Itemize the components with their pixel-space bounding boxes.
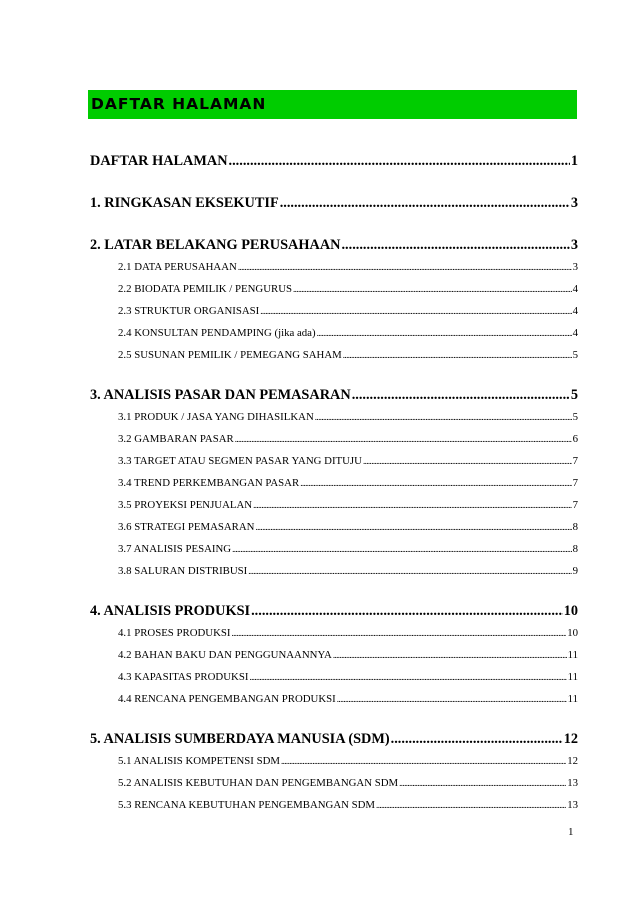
dot-leader [235,428,572,450]
toc-subentry[interactable] [90,428,578,450]
toc-entry[interactable] [90,192,578,214]
dot-leader [399,772,566,794]
dot-leader [280,192,570,214]
toc-subentry[interactable] [90,622,578,644]
dot-leader [300,472,571,494]
toc-subentry[interactable] [90,278,578,300]
dot-leader [260,300,571,322]
toc-entry-page: 1 [570,153,578,169]
toc-entry-title: 4. ANALISIS PRODUKSI [90,603,251,619]
toc-subentry-title: 4.2 BAHAN BAKU DAN PENGGUNAANNYA [118,649,332,661]
dot-leader [317,322,572,344]
toc-subentry[interactable] [90,644,578,666]
dot-leader [232,538,572,560]
dot-leader [248,560,571,582]
toc-subentry-title: 3.8 SALURAN DISTRIBUSI [118,565,248,577]
table-of-contents [90,150,578,816]
page-number: 1 [568,826,574,838]
toc-entry-title: 3. ANALISIS PASAR DAN PEMASARAN [90,387,351,403]
dot-leader [251,600,563,622]
toc-subentry-page: 11 [567,693,578,705]
toc-subentry-page: 4 [572,283,578,295]
toc-subentry-title: 4.1 PROSES PRODUKSI [118,627,231,639]
toc-subentry-page: 12 [567,755,578,767]
toc-subentry-title: 3.6 STRATEGI PEMASARAN [118,521,255,533]
dot-leader [229,150,570,172]
toc-subentry-title: 2.1 DATA PERUSAHAAN [118,261,237,273]
toc-subentry-page: 5 [572,411,578,423]
toc-subentry-page: 9 [572,565,578,577]
toc-subentry-title: 5.1 ANALISIS KOMPETENSI SDM [118,755,280,767]
toc-entry[interactable] [90,384,578,406]
toc-entry-page: 5 [570,387,578,403]
toc-subentry-title: 2.2 BIODATA PEMILIK / PENGURUS [118,283,292,295]
toc-subentry[interactable] [90,406,578,428]
toc-entry[interactable] [90,234,578,256]
dot-leader [391,728,563,750]
toc-subentry-page: 8 [572,521,578,533]
toc-entry-title: 1. RINGKASAN EKSEKUTIF [90,195,279,211]
dot-leader [333,644,567,666]
toc-subentry[interactable] [90,300,578,322]
toc-subentry-page: 11 [567,649,578,661]
toc-subentry-page: 4 [572,305,578,317]
toc-subentry-title: 3.3 TARGET ATAU SEGMEN PASAR YANG DITUJU [118,455,362,467]
toc-subentry[interactable] [90,450,578,472]
dot-leader [337,688,567,710]
toc-subentry-page: 6 [572,433,578,445]
toc-subentry-title: 3.1 PRODUK / JASA YANG DIHASILKAN [118,411,314,423]
dot-leader [281,750,566,772]
toc-subentry-title: 2.5 SUSUNAN PEMILIK / PEMEGANG SAHAM [118,349,342,361]
toc-subentry-page: 5 [572,349,578,361]
toc-subentry[interactable] [90,538,578,560]
toc-subentry-title: 3.2 GAMBARAN PASAR [118,433,234,445]
toc-entry-page: 12 [563,731,578,747]
toc-subentry[interactable] [90,794,578,816]
toc-entry-title: 5. ANALISIS SUMBERDAYA MANUSIA (SDM) [90,731,390,747]
dot-leader [249,666,566,688]
toc-entry[interactable] [90,600,578,622]
toc-entry[interactable] [90,150,578,172]
toc-subentry[interactable] [90,516,578,538]
toc-entry-page: 3 [570,237,578,253]
dot-leader [253,494,572,516]
toc-subentry[interactable] [90,494,578,516]
toc-subentry-page: 7 [572,499,578,511]
dot-leader [255,516,571,538]
toc-entry-page: 3 [570,195,578,211]
toc-entry-page: 10 [563,603,578,619]
toc-subentry-page: 8 [572,543,578,555]
dot-leader [238,256,572,278]
toc-subentry-title: 5.2 ANALISIS KEBUTUHAN DAN PENGEMBANGAN SDM [118,777,399,789]
toc-entry-title: 2. LATAR BELAKANG PERUSAHAAN [90,237,341,253]
dot-leader [363,450,572,472]
toc-subentry-title: 4.4 RENCANA PENGEMBANGAN PRODUKSI [118,693,336,705]
toc-subentry-page: 11 [567,671,578,683]
toc-subentry[interactable] [90,344,578,366]
toc-subentry-title: 3.4 TREND PERKEMBANGAN PASAR [118,477,300,489]
toc-subentry-title: 3.5 PROYEKSI PENJUALAN [118,499,253,511]
toc-subentry-page: 7 [572,477,578,489]
toc-subentry[interactable] [90,322,578,344]
dot-leader [293,278,572,300]
toc-subentry[interactable] [90,750,578,772]
dot-leader [343,344,572,366]
dot-leader [315,406,572,428]
toc-subentry[interactable] [90,472,578,494]
toc-subentry-page: 13 [567,777,578,789]
toc-subentry-page: 4 [572,327,578,339]
toc-entry-title: DAFTAR HALAMAN [90,153,228,169]
toc-subentry-title: 2.4 KONSULTAN PENDAMPING (jika ada) [118,327,316,339]
toc-subentry-title: 2.3 STRUKTUR ORGANISASI [118,305,260,317]
toc-subentry-page: 3 [572,261,578,273]
toc-subentry[interactable] [90,256,578,278]
toc-subentry[interactable] [90,688,578,710]
dot-leader [232,622,567,644]
toc-subentry[interactable] [90,560,578,582]
toc-subentry-title: 4.3 KAPASITAS PRODUKSI [118,671,249,683]
toc-subentry-page: 7 [572,455,578,467]
toc-subentry-page: 10 [567,627,578,639]
toc-subentry-page: 13 [567,799,578,811]
toc-subentry-title: 3.7 ANALISIS PESAING [118,543,232,555]
dot-leader [376,794,566,816]
toc-subentry[interactable] [90,772,578,794]
page-title-banner: DAFTAR HALAMAN [88,90,577,119]
toc-entry[interactable] [90,728,578,750]
dot-leader [341,234,569,256]
toc-subentry-title: 5.3 RENCANA KEBUTUHAN PENGEMBANGAN SDM [118,799,376,811]
dot-leader [352,384,570,406]
toc-subentry[interactable] [90,666,578,688]
